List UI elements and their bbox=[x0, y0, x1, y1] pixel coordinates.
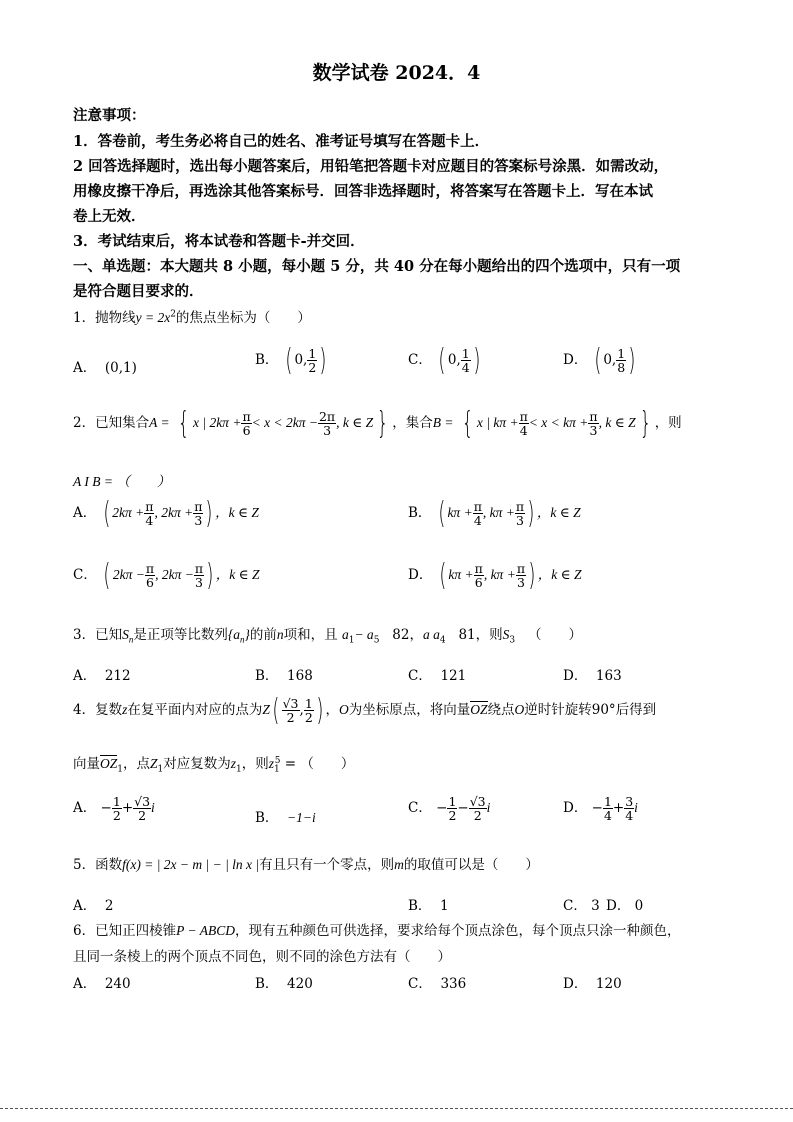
q2-a-expr2: , 2kπ + bbox=[154, 505, 194, 520]
q4-t2: 在复平面内对应的点为 bbox=[127, 702, 263, 718]
q4-b-label: B． bbox=[255, 810, 279, 826]
q3-s3-sub: 3 bbox=[509, 635, 516, 646]
q6-option-b[interactable] bbox=[255, 972, 313, 992]
q4-Z1: Z bbox=[150, 756, 158, 771]
q2-c-expr2: , 2kπ − bbox=[155, 567, 194, 582]
q5-t2: 有且只有一个零点，则 bbox=[259, 857, 395, 873]
page-title: 数学试卷 2024．4 bbox=[312, 62, 481, 84]
q2-d-label: D． bbox=[408, 567, 433, 583]
q4-d-plus: + bbox=[612, 800, 625, 817]
q4-z1-sub: 1 bbox=[236, 764, 242, 775]
q4-two: 2 bbox=[286, 710, 295, 725]
q1-stem bbox=[73, 306, 311, 326]
q1-option-b[interactable] bbox=[255, 343, 329, 378]
q2-question: A I B = （ ） bbox=[73, 474, 171, 489]
left-brace: { bbox=[461, 406, 474, 441]
q2-pi-c: π bbox=[589, 408, 598, 424]
q1-a-label: A． bbox=[73, 360, 97, 376]
q5-c-label: C． bbox=[563, 898, 587, 914]
q3-text-e: ，则 bbox=[475, 627, 503, 643]
q4-d-num2: 3 bbox=[625, 794, 634, 809]
q4-t3: ， bbox=[325, 702, 339, 718]
q4-l2b: ，点 bbox=[123, 756, 150, 772]
q2-option-d[interactable] bbox=[408, 558, 582, 593]
q3-cond1-rest: − a bbox=[354, 627, 374, 642]
q4-c-minus: − bbox=[436, 800, 448, 817]
q4-c-den2: 2 bbox=[473, 808, 482, 824]
q2-d-pi2: π bbox=[516, 560, 526, 576]
q5-option-a[interactable] bbox=[73, 894, 113, 914]
q3-text-b: 是正项等比数列 bbox=[133, 627, 228, 643]
q4-a-plus: + bbox=[121, 800, 134, 817]
left-paren: ( bbox=[593, 343, 601, 378]
q5-d-value: 0 bbox=[634, 898, 644, 914]
q4-vector-oz: OZ bbox=[470, 702, 488, 717]
q6-stem-line2: 且同一条棱上的两个顶点不同色，则不同的涂色方法有（ ） bbox=[73, 949, 451, 965]
q2-d-pi1: π bbox=[474, 560, 483, 576]
q3-text-d: 项和，且 bbox=[283, 627, 338, 643]
q4-b-value: −1−i bbox=[287, 810, 316, 825]
q2-option-a[interactable] bbox=[73, 496, 259, 531]
q4-l2e: = （ ） bbox=[280, 756, 355, 772]
q4-c-minus2: − bbox=[457, 800, 469, 817]
page-footer-divider bbox=[0, 1108, 793, 1109]
q4-z1: z bbox=[230, 756, 237, 771]
q2-seta-name: A = bbox=[149, 415, 170, 430]
q6-a-label: A． bbox=[73, 976, 97, 992]
right-brace: } bbox=[639, 406, 651, 441]
q3-d-value: 163 bbox=[595, 668, 622, 684]
q4-d-den1: 4 bbox=[603, 808, 612, 824]
q4-z: z bbox=[122, 702, 128, 717]
q2-b-den1: 4 bbox=[473, 513, 482, 528]
q3-a-value: 212 bbox=[104, 668, 131, 684]
q3-sn-sub: n bbox=[128, 634, 134, 645]
q2-d-expr2: , kπ + bbox=[483, 567, 516, 582]
q2-b-expr2: , kπ + bbox=[482, 505, 515, 520]
q4-Z: Z bbox=[262, 702, 270, 717]
q3-cond1: a bbox=[341, 627, 349, 642]
right-paren: ) bbox=[527, 496, 535, 531]
q4-c-den1: 2 bbox=[448, 808, 457, 824]
q5-function: f(x) = | 2x − m | − | ln x | bbox=[122, 857, 260, 872]
notice-item-2: 2 回答选择题时，选出每小题答案后，用铅笔把答题卡对应题目的答案标号涂黑．如需改动， bbox=[73, 158, 669, 175]
q4-vector-oz1: OZ bbox=[100, 756, 118, 771]
q2-twopi: 2π bbox=[318, 408, 336, 424]
q4-c-label: C． bbox=[408, 800, 432, 817]
q1-c-zero: 0, bbox=[447, 352, 461, 368]
q6-c-value: 336 bbox=[440, 976, 467, 992]
q1-option-a[interactable] bbox=[73, 356, 137, 376]
q2-b-tail: ，k ∈ Z bbox=[536, 505, 581, 520]
notice-item-1: 1．答卷前，考生务必将自己的姓名、准考证号填写在答题卡上． bbox=[73, 133, 490, 150]
q5-d-label: D． bbox=[606, 898, 631, 914]
q4-deg: 90° bbox=[591, 702, 616, 718]
right-paren: ) bbox=[319, 343, 327, 378]
q2-option-c[interactable] bbox=[73, 558, 260, 593]
q2-a-den1: 4 bbox=[145, 513, 154, 528]
right-paren: ) bbox=[473, 343, 481, 378]
q4-l2c: 对应复数为 bbox=[163, 756, 231, 772]
q1-b-den: 2 bbox=[308, 360, 317, 375]
q3-an-sub: n bbox=[240, 634, 245, 645]
q3-text-c: 的前 bbox=[249, 627, 277, 643]
q3-cond1-sub5: 5 bbox=[373, 635, 380, 646]
left-paren: ( bbox=[102, 496, 110, 531]
q4-option-b[interactable] bbox=[255, 806, 316, 826]
q4-O: O bbox=[338, 702, 349, 717]
q4-sqrt3: √3 bbox=[282, 695, 299, 711]
left-paren: ( bbox=[438, 558, 446, 593]
q3-option-b[interactable] bbox=[255, 664, 313, 684]
q3-s3: S bbox=[502, 627, 510, 642]
q2-pi: π bbox=[242, 408, 251, 424]
q6-option-c[interactable] bbox=[408, 972, 466, 992]
q3-eq1: 82 bbox=[392, 627, 410, 643]
section-heading-cont: 是符合题目要求的． bbox=[73, 283, 204, 300]
q4-t6: 逆时针旋转 bbox=[524, 702, 592, 718]
q4-a-minus: − bbox=[100, 800, 112, 817]
left-paren: ( bbox=[285, 343, 293, 378]
q4-two-b: 2 bbox=[304, 710, 313, 725]
q2-b-den2: 3 bbox=[516, 513, 524, 528]
q1-number: 1．抛物线 bbox=[73, 310, 136, 326]
q2-four: 4 bbox=[519, 423, 528, 438]
q4-a-num2: √3 bbox=[134, 794, 151, 809]
q1-d-zero: 0, bbox=[603, 352, 617, 368]
q3-an: {a bbox=[227, 627, 240, 642]
q2-c-label: C． bbox=[73, 567, 97, 583]
q4-c-num1: 1 bbox=[448, 794, 457, 809]
q4-O-b: O bbox=[514, 702, 525, 717]
q4-d-i: i bbox=[634, 800, 638, 816]
q1-a-value: (0,1) bbox=[104, 360, 137, 376]
q3-option-d[interactable] bbox=[563, 664, 622, 684]
right-paren: ) bbox=[628, 343, 636, 378]
notice-item-3: 3．考试结束后，将本试卷和答题卡-并交回． bbox=[73, 233, 365, 250]
q2-three-b: 3 bbox=[589, 423, 598, 438]
q3-b-value: 168 bbox=[287, 668, 313, 684]
right-paren: ) bbox=[528, 558, 536, 593]
q6-l1a: 6．已知正四棱锥 bbox=[73, 923, 177, 939]
notice-heading: 注意事项： bbox=[73, 107, 146, 124]
section-heading: 一、单选题：本大题共 8 小题，每小题 5 分，共 40 分在每小题给出的四个选项中，只有一项 bbox=[73, 258, 681, 275]
q1-c-num: 1 bbox=[461, 345, 470, 361]
left-paren: ( bbox=[103, 558, 111, 593]
q2-b-label: B． bbox=[408, 505, 432, 521]
q3-text-a: 3．已知 bbox=[73, 627, 123, 643]
q3-c-value: 121 bbox=[440, 668, 467, 684]
q3-an-close: } bbox=[244, 627, 250, 642]
q4-oz1-sub: 1 bbox=[117, 764, 123, 775]
q1-expr: y = 2x bbox=[135, 310, 171, 325]
q3-b-label: B． bbox=[255, 668, 279, 684]
q2-d-den2: 3 bbox=[516, 575, 525, 590]
q6-c-label: C． bbox=[408, 976, 432, 992]
q6-d-label: D． bbox=[563, 976, 588, 992]
q2-setb-body: x | kπ + bbox=[476, 415, 519, 430]
q2-lead: 2．已知集合 bbox=[73, 415, 150, 431]
q1-b-num: 1 bbox=[308, 345, 317, 361]
q2-c-pi1: π bbox=[145, 560, 155, 576]
q4-a-den2: 2 bbox=[138, 808, 147, 824]
q4-l2d: ，则 bbox=[241, 756, 269, 772]
q4-d-num1: 1 bbox=[603, 794, 612, 809]
q4-one: 1 bbox=[304, 695, 313, 711]
q4-t1: 4．复数 bbox=[73, 702, 123, 718]
q4-stem: 4．复数z在复平面内对应的点为Z( $\frac{√3}{2}$ , $\frac{1}{2}$ ) ，O为坐标原点，将向量OZ绕点O逆时针旋转90°后得到 bbox=[73, 693, 657, 728]
q4-a-den1: 2 bbox=[112, 808, 121, 824]
q5-c-value: 3 bbox=[591, 898, 600, 914]
q1-d-num: 1 bbox=[617, 345, 626, 361]
q3-a-label: A． bbox=[73, 668, 97, 684]
q4-z1b-sub: 1 bbox=[274, 764, 280, 775]
q2-a-tail: ，k ∈ Z bbox=[215, 505, 259, 520]
q5-stem bbox=[73, 853, 539, 873]
q6-b-value: 420 bbox=[287, 976, 313, 992]
q5-m: m bbox=[394, 857, 404, 872]
q3-paren: （ ） bbox=[528, 627, 583, 643]
q5-option-c[interactable] bbox=[563, 894, 600, 914]
q4-a-i: i bbox=[151, 800, 155, 816]
q2-mid2: < x < kπ + bbox=[528, 415, 589, 430]
q2-c-pi2: π bbox=[194, 560, 204, 576]
q4-Z1-sub: 1 bbox=[157, 764, 164, 775]
q4-t4: 为坐标原点，将向量 bbox=[348, 702, 471, 718]
q2-seta-body: x | 2kπ + bbox=[192, 415, 242, 430]
q2-d-expr1: kπ + bbox=[448, 567, 474, 582]
q3-d-label: D． bbox=[563, 668, 588, 684]
q4-stem-line2 bbox=[73, 752, 354, 775]
left-paren: ( bbox=[438, 496, 446, 531]
q4-d-den2: 4 bbox=[625, 808, 634, 824]
q1-c-den: 4 bbox=[461, 360, 470, 375]
q6-l1b: ，现有五种颜色可供选择，要求给每个顶点涂色，每个顶点只涂一种颜色， bbox=[234, 923, 681, 939]
q2-a-den2: 3 bbox=[194, 513, 203, 528]
q6-a-value: 240 bbox=[104, 976, 131, 992]
left-brace: { bbox=[177, 406, 190, 441]
q2-b-pi1: π bbox=[473, 498, 482, 514]
q4-option-a[interactable] bbox=[73, 795, 155, 822]
q2-b-expr1: kπ + bbox=[447, 505, 473, 520]
q2-pi-b: π bbox=[519, 408, 528, 424]
q2-a-pi1: π bbox=[145, 498, 154, 514]
q2-option-b[interactable] bbox=[408, 496, 581, 531]
right-brace: } bbox=[376, 406, 389, 441]
q4-z1b-exp: 5 bbox=[274, 755, 281, 766]
q1-d-label: D． bbox=[563, 352, 588, 368]
q5-t3: 的取值可以是（ ） bbox=[403, 857, 539, 873]
q2-six: 6 bbox=[242, 423, 251, 438]
q4-c-i: i bbox=[486, 800, 491, 816]
q5-option-d[interactable] bbox=[606, 894, 643, 914]
q2-comma: ，集合 bbox=[392, 415, 433, 431]
left-paren: ( bbox=[272, 693, 280, 728]
q4-a-num1: 1 bbox=[112, 794, 121, 809]
q2-c-tail: ，k ∈ Z bbox=[215, 567, 260, 582]
q3-cond1-sub1: 1 bbox=[348, 635, 355, 646]
q6-stem bbox=[73, 919, 680, 939]
q5-a-value: 2 bbox=[104, 898, 114, 914]
right-paren: ) bbox=[316, 693, 324, 728]
q5-b-label: B． bbox=[408, 898, 432, 914]
q1-b-label: B． bbox=[255, 352, 279, 368]
q6-d-value: 120 bbox=[595, 976, 622, 992]
q2-c-den1: 6 bbox=[145, 575, 154, 590]
q3-n: n bbox=[276, 627, 284, 642]
q3-eq2: 81 bbox=[458, 627, 476, 643]
q2-three: 3 bbox=[323, 423, 332, 438]
right-paren: ) bbox=[206, 558, 214, 593]
q4-z1b: z bbox=[268, 756, 275, 771]
q5-b-value: 1 bbox=[440, 898, 449, 914]
q4-t7: 后得到 bbox=[615, 702, 657, 718]
q1-tail: 的焦点坐标为（ ） bbox=[175, 310, 311, 326]
q6-b-label: B． bbox=[255, 976, 279, 992]
q1-exp: 2 bbox=[170, 309, 176, 320]
q1-d-den: 8 bbox=[617, 360, 626, 375]
q4-option-d[interactable] bbox=[563, 795, 638, 822]
q2-a-label: A． bbox=[73, 505, 97, 521]
q2-kz-b: , k ∈ Z bbox=[598, 415, 636, 430]
q3-cond2-sub: 4 bbox=[439, 635, 446, 646]
q2-a-pi2: π bbox=[194, 498, 203, 514]
q3-option-a[interactable] bbox=[73, 664, 131, 684]
q2-setb-name: B = bbox=[432, 415, 454, 430]
q1-option-c[interactable] bbox=[408, 343, 482, 378]
q2-a-expr1: 2kπ + bbox=[112, 505, 145, 520]
q2-c-expr1: 2kπ − bbox=[112, 567, 145, 582]
q2-c-den2: 3 bbox=[194, 575, 203, 590]
q2-d-den1: 6 bbox=[474, 575, 483, 590]
q2-mid1: < x < 2kπ − bbox=[251, 415, 318, 430]
q4-option-c[interactable] bbox=[408, 795, 490, 822]
q4-d-label: D． bbox=[563, 800, 588, 817]
q3-option-c[interactable] bbox=[408, 664, 466, 684]
q6-option-a[interactable] bbox=[73, 972, 131, 992]
q2-d-tail: ，k ∈ Z bbox=[537, 567, 582, 582]
q1-c-label: C． bbox=[408, 352, 432, 368]
q5-option-b[interactable] bbox=[408, 894, 449, 914]
right-paren: ) bbox=[205, 496, 213, 531]
q6-pyramid: P − ABCD bbox=[176, 923, 235, 938]
q4-c-num2: √3 bbox=[469, 794, 486, 809]
q2-kz: , k ∈ Z bbox=[336, 415, 374, 430]
q1-option-d[interactable] bbox=[563, 343, 638, 378]
q3-sn: S bbox=[122, 627, 129, 642]
left-paren: ( bbox=[438, 343, 446, 378]
q5-a-label: A． bbox=[73, 898, 97, 914]
notice-item-2-end: 卷上无效． bbox=[73, 208, 146, 225]
q6-option-d[interactable] bbox=[563, 972, 622, 992]
q3-c-label: C． bbox=[408, 668, 432, 684]
q1-b-zero: 0, bbox=[294, 352, 308, 368]
q4-t5: 绕点 bbox=[487, 702, 515, 718]
q4-l2a: 向量 bbox=[73, 756, 100, 772]
q2-stem bbox=[73, 406, 682, 441]
q4-d-minus: − bbox=[591, 800, 603, 817]
q2-b-pi2: π bbox=[515, 498, 525, 514]
notice-item-2-cont: 用橡皮擦干净后，再选涂其他答案标号．回答非选择题时，将答案写在答题卡上．写在本试 bbox=[73, 183, 653, 200]
q3-stem: 3．已知$S_n$是正项等比数列$\{a_n\}$的前n项和，且 $a_1- a_5$ 82，a $a_4$ 81，则$S_3$ （ ） bbox=[73, 627, 583, 646]
q4-a-label: A． bbox=[73, 800, 97, 817]
q5-t1: 5．函数 bbox=[73, 857, 123, 873]
q3-cond2: a a bbox=[422, 627, 440, 642]
q2-then: ，则 bbox=[654, 415, 682, 431]
